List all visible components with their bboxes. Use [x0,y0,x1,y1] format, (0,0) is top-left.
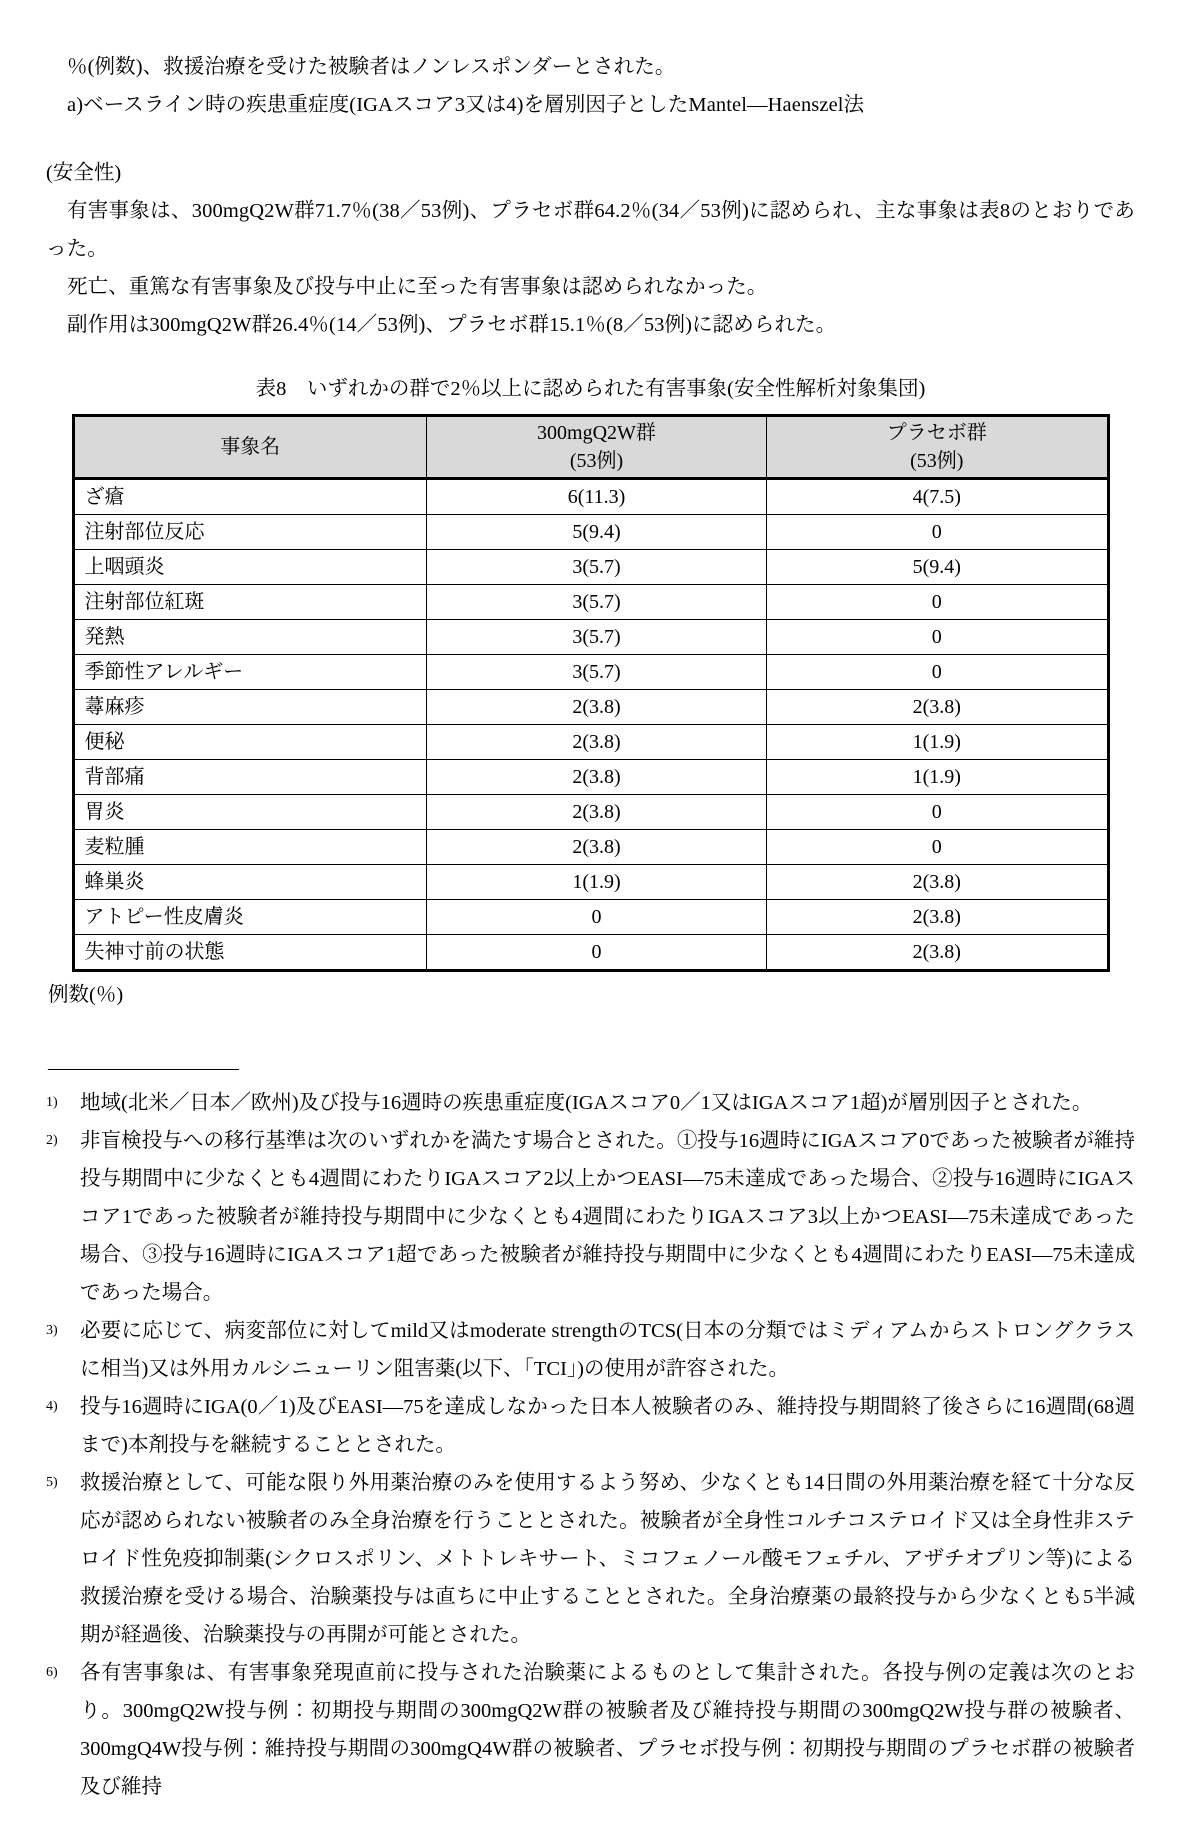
column-header-placebo-group [767,417,1107,479]
table-row [75,725,1107,760]
cell-drug-group-value: 2(3.8) [427,725,767,760]
cell-event-name: 背部痛 [75,760,427,795]
cell-placebo-group-value: 0 [767,795,1107,830]
footnote-marker: 3) [46,1323,58,1338]
cell-event-name: 麦粒腫 [75,830,427,865]
cell-placebo-group-value: 2(3.8) [767,690,1107,725]
table-row [75,900,1107,935]
placebo-group-count: (53例) [910,450,964,472]
safety-section [46,154,1135,344]
cell-drug-group-value: 3(5.7) [427,655,767,690]
footnote-list [46,1084,1135,1806]
table-body [75,479,1107,970]
adverse-events-table [75,417,1107,969]
table-row [75,550,1107,585]
footnote-marker: 6) [46,1665,58,1680]
cell-drug-group-value: 2(3.8) [427,830,767,865]
table-border-wrapper [72,414,1110,972]
cell-event-name: ざ瘡 [75,479,427,515]
cell-drug-group-value: 2(3.8) [427,760,767,795]
cell-placebo-group-value: 5(9.4) [767,550,1107,585]
cell-drug-group-value: 0 [427,900,767,935]
cell-drug-group-value: 0 [427,935,767,970]
cell-event-name: 蜂巣炎 [75,865,427,900]
cell-placebo-group-value: 4(7.5) [767,479,1107,515]
cell-placebo-group-value: 2(3.8) [767,935,1107,970]
safety-paragraph-3: 副作用は300mgQ2W群26.4％(14／53例)、プラセボ群15.1％(8／53例)に認められた。 [67,314,837,336]
table-row [75,585,1107,620]
cell-placebo-group-value: 0 [767,830,1107,865]
column-header-drug-group [427,417,767,479]
cell-placebo-group-value: 2(3.8) [767,865,1107,900]
table-header [75,417,1107,479]
table-row [75,760,1107,795]
cell-drug-group-value: 2(3.8) [427,690,767,725]
footnote-text: 地域(北米／日本／欧州)及び投与16週時の疾患重症度(IGAスコア0／1又はIGAスコア1超)が層別因子とされた。 [80,1092,1093,1114]
cell-placebo-group-value: 0 [767,585,1107,620]
footnote-marker: 5) [46,1475,58,1490]
intro-block [46,48,1135,124]
footnote-text: 各有害事象は、有害事象発現直前に投与された治験薬によるものとして集計された。各投与例の定義は次のとおり。300mgQ2W投与例：初期投与期間の300mgQ2W群の被験者及び維持投与期間の300mgQ2W投与群の被験者、300mgQ4W投与例：維持投与期間の300mgQ4W群の被験者、プラセボ投与例：初期投与期間のプラセボ群の被験者及び維持 [80,1662,1135,1798]
drug-group-count: (53例) [569,450,624,472]
adverse-events-table-block [46,374,1135,1012]
cell-event-name: 胃炎 [75,795,427,830]
cell-placebo-group-value: 1(1.9) [767,760,1107,795]
cell-event-name: 季節性アレルギー [75,655,427,690]
footnote-text: 救援治療として、可能な限り外用薬治療のみを使用するよう努め、少なくとも14日間の外用薬治療を経て十分な反応が認められない被験者のみ全身治療を行うこととされた。被験者が全身性コルチコステロイド又は全身性非ステロイド性免疫抑制薬(シクロスポリン、メトトレキサート、ミコフェノール酸モフェチル、アザチオプリン等)による救援治療を受ける場合、治験薬投与は直ちに中止することとされた。全身治療薬の最終投与から少なくとも5半減期が経過後、治験薬投与の再開が可能とされた。 [80,1472,1135,1646]
footnote-text: 投与16週時にIGA(0／1)及びEASI—75を達成しなかった日本人被験者のみ、維持投与期間終了後さらに16週間(68週まで)本剤投与を継続することとされた。 [80,1396,1135,1456]
cell-drug-group-value: 6(11.3) [427,479,767,515]
cell-event-name: 注射部位紅斑 [75,585,427,620]
cell-placebo-group-value: 0 [767,620,1107,655]
intro-line-2: a)ベースライン時の疾患重症度(IGAスコア3又は4)を層別因子としたMantel—Haenszel法 [67,94,865,116]
footnote-text: 非盲検投与への移行基準は次のいずれかを満たす場合とされた。①投与16週時にIGAスコア0であった被験者が維持投与期間中に少なくとも4週間にわたりIGAスコア2以上かつEASI—75未達成であった場合、②投与16週時にIGAスコア1であった被験者が維持投与期間中に少なくとも4週間にわたりIGAスコア3以上かつEASI—75未達成であった場合、③投与16週時にIGAスコア1超であった被験者が維持投与期間中に少なくとも4週間にわたりEASI—75未達成であった場合。 [80,1130,1135,1304]
footnote-text: 必要に応じて、病変部位に対してmild又はmoderate strengthのTCS(日本の分類ではミディアムからストロングクラスに相当)又は外用カルシニューリン阻害薬(以下、「TCI」)の使用が許容された。 [80,1320,1135,1380]
cell-drug-group-value: 3(5.7) [427,585,767,620]
footnote-item [46,1122,1135,1312]
footnote-item [46,1464,1135,1654]
footnote-marker: 2) [46,1133,58,1148]
footnote-item [46,1654,1135,1806]
table-row [75,620,1107,655]
footnote-item [46,1388,1135,1464]
intro-line-1: ％(例数)、救援治療を受けた被験者はノンレスポンダーとされた。 [67,56,676,78]
column-header-event-name: 事象名 [75,417,427,479]
cell-placebo-group-value: 2(3.8) [767,900,1107,935]
spacer [46,124,1135,154]
cell-drug-group-value: 2(3.8) [427,795,767,830]
cell-event-name: 失神寸前の状態 [75,935,427,970]
footnote-marker: 1) [46,1095,58,1110]
footnote-marker: 4) [46,1399,58,1414]
cell-drug-group-value: 1(1.9) [427,865,767,900]
cell-event-name: 発熱 [75,620,427,655]
cell-placebo-group-value: 0 [767,655,1107,690]
cell-event-name: 注射部位反応 [75,515,427,550]
table-header-row [75,417,1107,479]
cell-drug-group-value: 3(5.7) [427,550,767,585]
cell-event-name: 上咽頭炎 [75,550,427,585]
cell-drug-group-value: 3(5.7) [427,620,767,655]
table-row [75,830,1107,865]
table-caption: 表8 いずれかの群で2％以上に認められた有害事象(安全性解析対象集団) [255,378,926,400]
table-row [75,935,1107,970]
cell-drug-group-value: 5(9.4) [427,515,767,550]
footnote-separator-rule: —————————— [48,1057,238,1079]
table-footnote-unit: 例数(％) [48,984,124,1006]
table-row [75,479,1107,515]
cell-event-name: アトピー性皮膚炎 [75,900,427,935]
cell-placebo-group-value: 0 [767,515,1107,550]
cell-placebo-group-value: 1(1.9) [767,725,1107,760]
table-row [75,690,1107,725]
table-row [75,655,1107,690]
safety-paragraph-1: 有害事象は、300mgQ2W群71.7％(38／53例)、プラセボ群64.2％(34／53例)に認められ、主な事象は表8のとおりであった。 [46,200,1135,260]
table-row [75,795,1107,830]
safety-paragraph-2: 死亡、重篤な有害事象及び投与中止に至った有害事象は認められなかった。 [67,276,768,298]
cell-event-name: 蕁麻疹 [75,690,427,725]
cell-event-name: 便秘 [75,725,427,760]
table-row [75,865,1107,900]
placebo-group-label: プラセボ群 [886,422,987,444]
footnote-item [46,1084,1135,1122]
drug-group-label: 300mgQ2W群 [537,422,656,444]
safety-heading: (安全性) [46,162,122,184]
table-row [75,515,1107,550]
footnote-item [46,1312,1135,1388]
spacer [46,344,1135,374]
